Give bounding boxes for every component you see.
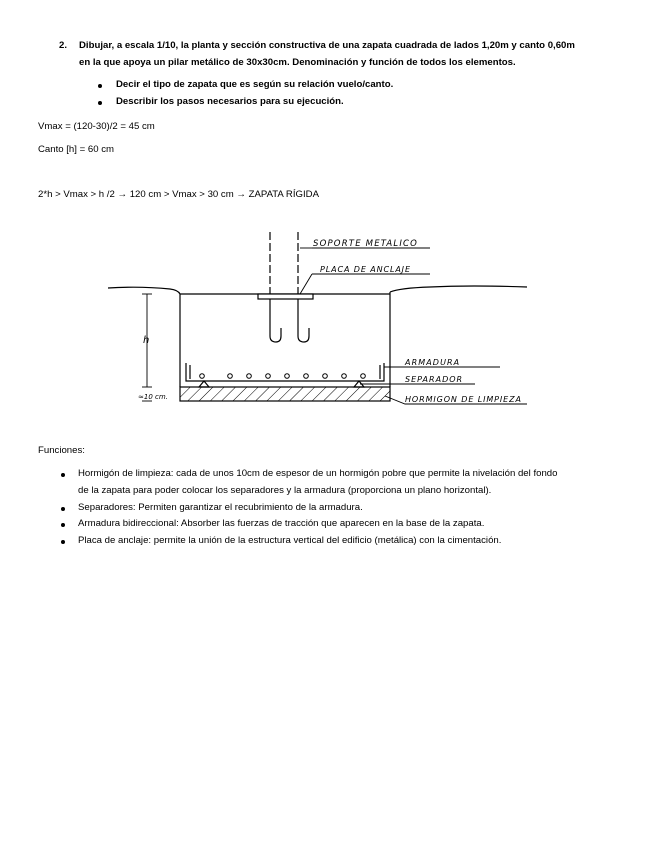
bullet-icon <box>61 473 65 477</box>
bullet-icon <box>61 540 65 544</box>
ground-line-left <box>108 287 180 294</box>
function-item-1-line-2: de la zapata para poder colocar los separadores y la armadura (proporciona un plano horizontal). <box>78 485 492 496</box>
separator-left <box>199 381 209 387</box>
reinforcement-bar <box>186 363 384 381</box>
calc-canto: Canto [h] = 60 cm <box>38 144 114 155</box>
label-h: h <box>143 335 150 346</box>
label-separador: SEPARADOR <box>405 375 464 384</box>
function-item-4: Placa de anclaje: permite la unión de la estructura vertical del edificio (metálica) con la cimentación. <box>78 535 502 546</box>
question-bullet-2: Describir los pasos necesarios para su ejecución. <box>116 96 344 107</box>
label-hormigon: HORMIGON DE LIMPIEZA <box>405 395 522 404</box>
function-item-3: Armadura bidireccional: Absorber las fuerzas de tracción que aparecen en la base de la zapata. <box>78 518 485 529</box>
label-soporte: SOPORTE METALICO <box>313 239 419 249</box>
anchor-plate <box>258 294 313 299</box>
calc-rule: 2*h > Vmax > h /2 → 120 cm > Vmax > 30 cm → ZAPATA RÍGIDA <box>38 189 319 200</box>
bullet-icon <box>61 507 65 511</box>
question-bullet-1: Decir el tipo de zapata que es según su relación vuelo/canto. <box>116 79 394 90</box>
question-line-2: en la que apoya un pilar metálico de 30x30cm. Denominación y función de todos los elementos. <box>79 57 516 68</box>
question-number: 2. <box>59 40 68 51</box>
bullet-icon <box>61 523 65 527</box>
ground-line-right <box>390 286 527 292</box>
calc-vmax: Vmax = (120-30)/2 = 45 cm <box>38 121 155 132</box>
label-dim: ≈10 cm. <box>138 393 168 401</box>
label-placa: PLACA DE ANCLAJE <box>320 265 411 274</box>
label-armadura: ARMADURA <box>405 358 461 367</box>
anchor-bolt-right <box>298 299 309 342</box>
lean-concrete-layer <box>180 387 390 401</box>
function-item-1-line-1: Hormigón de limpieza: cada de unos 10cm de espesor de un hormigón pobre que permite la nivelación del fondo <box>78 468 558 479</box>
question-line-1: Dibujar, a escala 1/10, la planta y sección constructiva de una zapata cuadrada de lados 1,20m y canto 0,60m <box>79 40 575 51</box>
function-item-2: Separadores: Permiten garantizar el recubrimiento de la armadura. <box>78 502 363 513</box>
functions-heading: Funciones: <box>38 445 85 456</box>
anchor-bolt-left <box>270 299 281 342</box>
